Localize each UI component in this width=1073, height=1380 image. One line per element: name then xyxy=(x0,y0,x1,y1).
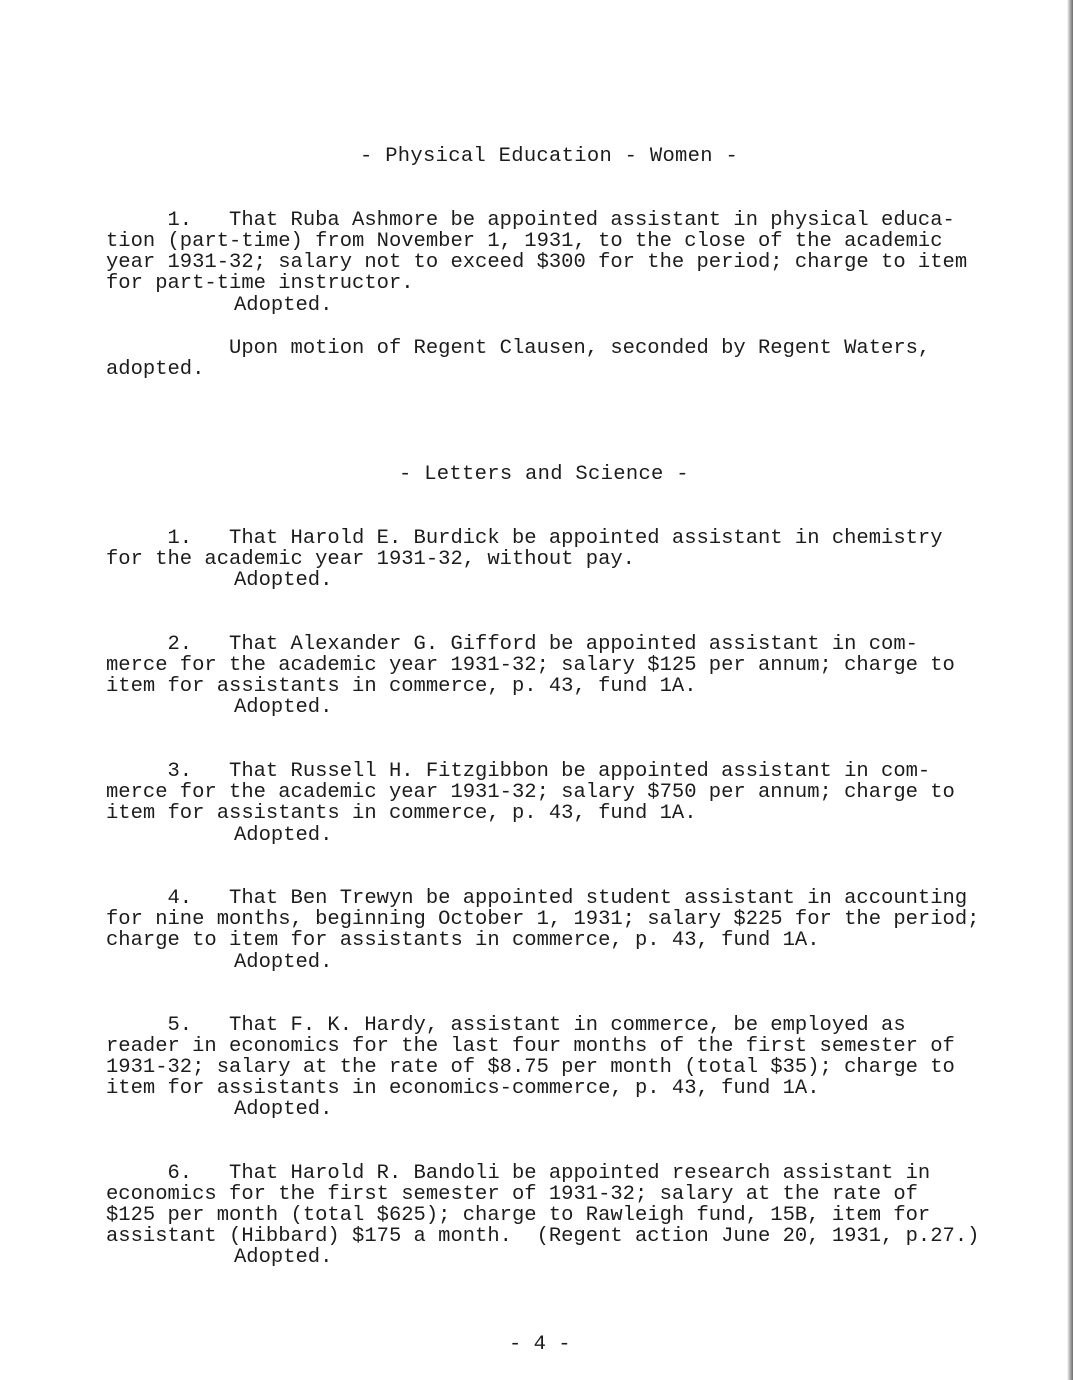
ls-item-1-line-2: for the academic year 1931-32, without pay. xyxy=(106,548,635,571)
ls-item-5-status: Adopted. xyxy=(234,1098,333,1121)
ls-item-5-line-3: 1931-32; salary at the rate of $8.75 per month (total $35); charge to xyxy=(106,1056,955,1079)
ls-item-2-line-2: merce for the academic year 1931-32; salary $125 per annum; charge to xyxy=(106,654,955,677)
ls-item-5-line-4: item for assistants in economics-commerce, p. 43, fund 1A. xyxy=(106,1077,820,1100)
pe-item-1-line-4: for part-time instructor. xyxy=(106,272,414,295)
ls-item-3-line-3: item for assistants in commerce, p. 43, fund 1A. xyxy=(106,802,697,825)
ls-item-4-status: Adopted. xyxy=(234,951,333,974)
pe-item-1-line-3: year 1931-32; salary not to exceed $300 for the period; charge to item xyxy=(106,251,968,274)
ls-item-3-status: Adopted. xyxy=(234,824,333,847)
pe-item-1-line-2: tion (part-time) from November 1, 1931, to the close of the academic xyxy=(106,230,943,253)
pe-item-1-status: Adopted. xyxy=(234,294,333,317)
pe-motion-line-1: Upon motion of Regent Clausen, seconded by Regent Waters, xyxy=(106,337,931,360)
ls-item-5-line-1: 5. That F. K. Hardy, assistant in commerce, be employed as xyxy=(106,1014,906,1037)
ls-item-3-line-1: 3. That Russell H. Fitzgibbon be appointed assistant in com- xyxy=(106,760,931,783)
ls-item-2-status: Adopted. xyxy=(234,696,333,719)
ls-item-6-line-1: 6. That Harold R. Bandoli be appointed research assistant in xyxy=(106,1162,931,1185)
ls-item-4-line-1: 4. That Ben Trewyn be appointed student assistant in accounting xyxy=(106,887,968,910)
ls-item-4-line-2: for nine months, beginning October 1, 1931; salary $225 for the period; xyxy=(106,908,980,931)
pe-motion-line-2: adopted. xyxy=(106,358,205,381)
section-heading-letters-and-science: - Letters and Science - xyxy=(399,463,689,486)
ls-item-1-status: Adopted. xyxy=(234,569,333,592)
pe-item-1-line-1: 1. That Ruba Ashmore be appointed assistant in physical educa- xyxy=(106,209,955,232)
ls-item-6-status: Adopted. xyxy=(234,1246,333,1269)
ls-item-6-line-4: assistant (Hibbard) $175 a month. (Regent action June 20, 1931, p.27.) xyxy=(106,1225,980,1248)
ls-item-1-line-1: 1. That Harold E. Burdick be appointed assistant in chemistry xyxy=(106,527,943,550)
ls-item-2-line-3: item for assistants in commerce, p. 43, fund 1A. xyxy=(106,675,697,698)
ls-item-4-line-3: charge to item for assistants in commerce, p. 43, fund 1A. xyxy=(106,929,820,952)
ls-item-3-line-2: merce for the academic year 1931-32; salary $750 per annum; charge to xyxy=(106,781,955,804)
ls-item-6-line-3: $125 per month (total $625); charge to Rawleigh fund, 15B, item for xyxy=(106,1204,931,1227)
ls-item-2-line-1: 2. That Alexander G. Gifford be appointed assistant in com- xyxy=(106,633,918,656)
page-number: - 4 - xyxy=(509,1333,571,1356)
page-edge-shadow xyxy=(1067,0,1073,1380)
section-heading-physical-education: - Physical Education - Women - xyxy=(360,145,739,168)
ls-item-6-line-2: economics for the first semester of 1931-32; salary at the rate of xyxy=(106,1183,918,1206)
ls-item-5-line-2: reader in economics for the last four months of the first semester of xyxy=(106,1035,955,1058)
